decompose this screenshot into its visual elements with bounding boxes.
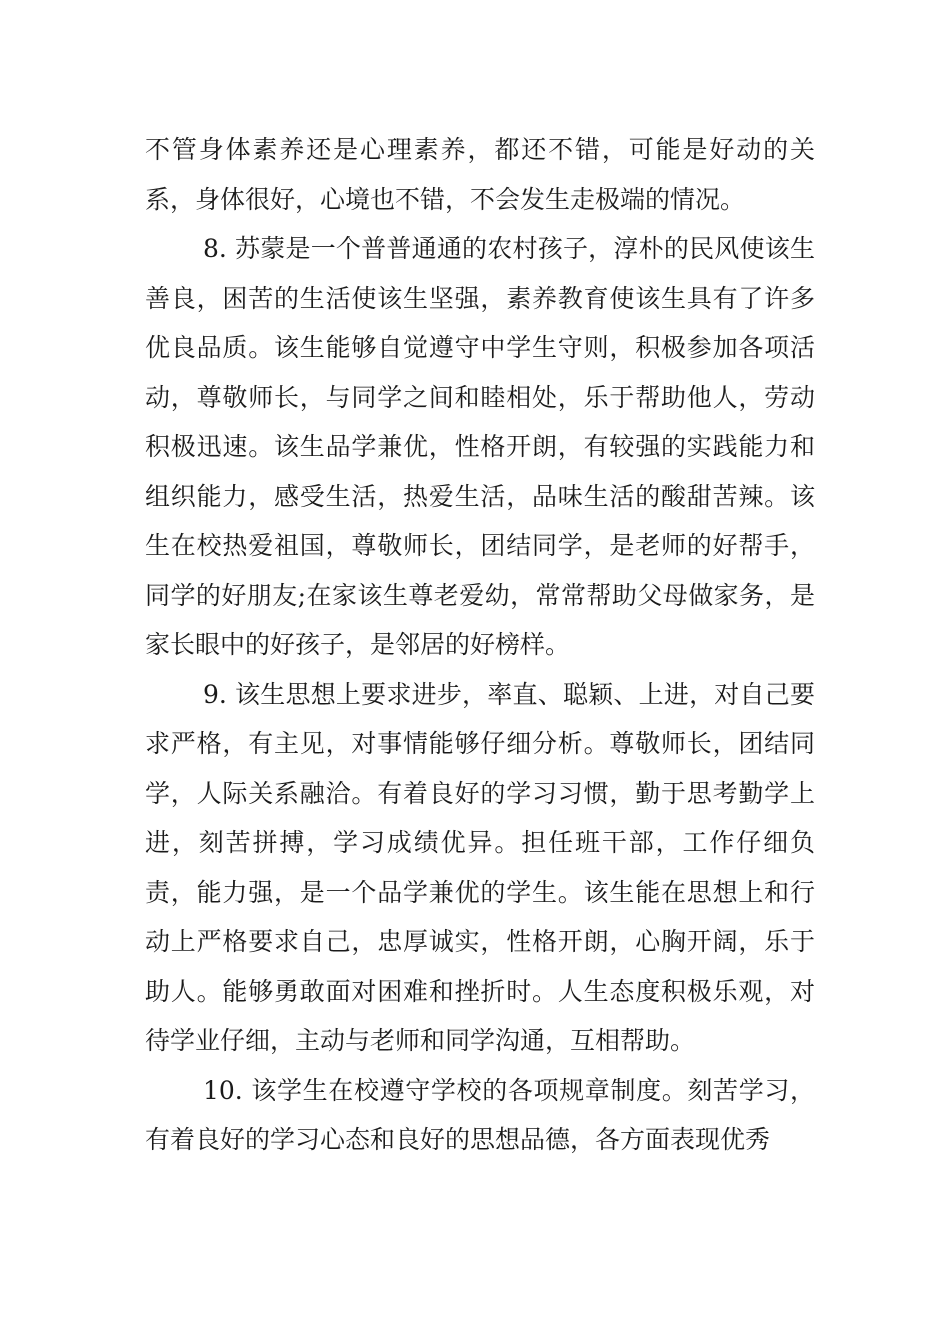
paragraph-item-9: 9. 该生思想上要求进步，率直、聪颖、上进，对自己要求严格，有主见，对事情能够仔细分析。尊敬师长，团结同学，人际关系融洽。有着良好的学习习惯，勤于思考勤学上进，刻苦拼搏，学习成绩优异。担任班干部，工作仔细负责，能力强，是一个品学兼优的学生。该生能在思想上和行动上严格要求自己，忠厚诚实，性格开朗，心胸开阔，乐于助人。能够勇敢面对困难和挫折时。人生态度积极乐观，对待学业仔细，主动与老师和同学沟通，互相帮助。 bbox=[145, 679, 815, 1055]
document-body bbox=[145, 125, 815, 1165]
paragraph-item-8: 8. 苏蒙是一个普普通通的农村孩子，淳朴的民风使该生善良，困苦的生活使该生坚强，素养教育使该生具有了许多优良品质。该生能够自觉遵守中学生守则，积极参加各项活动，尊敬师长，与同学之间和睦相处，乐于帮助他人，劳动积极迅速。该生品学兼优，性格开朗，有较强的实践能力和组织能力，感受生活，热爱生活，品味生活的酸甜苦辣。该生在校热爱祖国，尊敬师长，团结同学，是老师的好帮手，同学的好朋友;在家该生尊老爱幼，常常帮助父母做家务，是家长眼中的好孩子，是邻居的好榜样。 bbox=[145, 234, 815, 659]
paragraph-item-10: 10. 该学生在校遵守学校的各项规章制度。刻苦学习，有着良好的学习心态和良好的思想品德，各方面表现优秀 bbox=[145, 1075, 815, 1154]
paragraph-continuation: 不管身体素养还是心理素养，都还不错，可能是好动的关系，身体很好，心境也不错，不会发生走极端的情况。 bbox=[145, 135, 815, 214]
